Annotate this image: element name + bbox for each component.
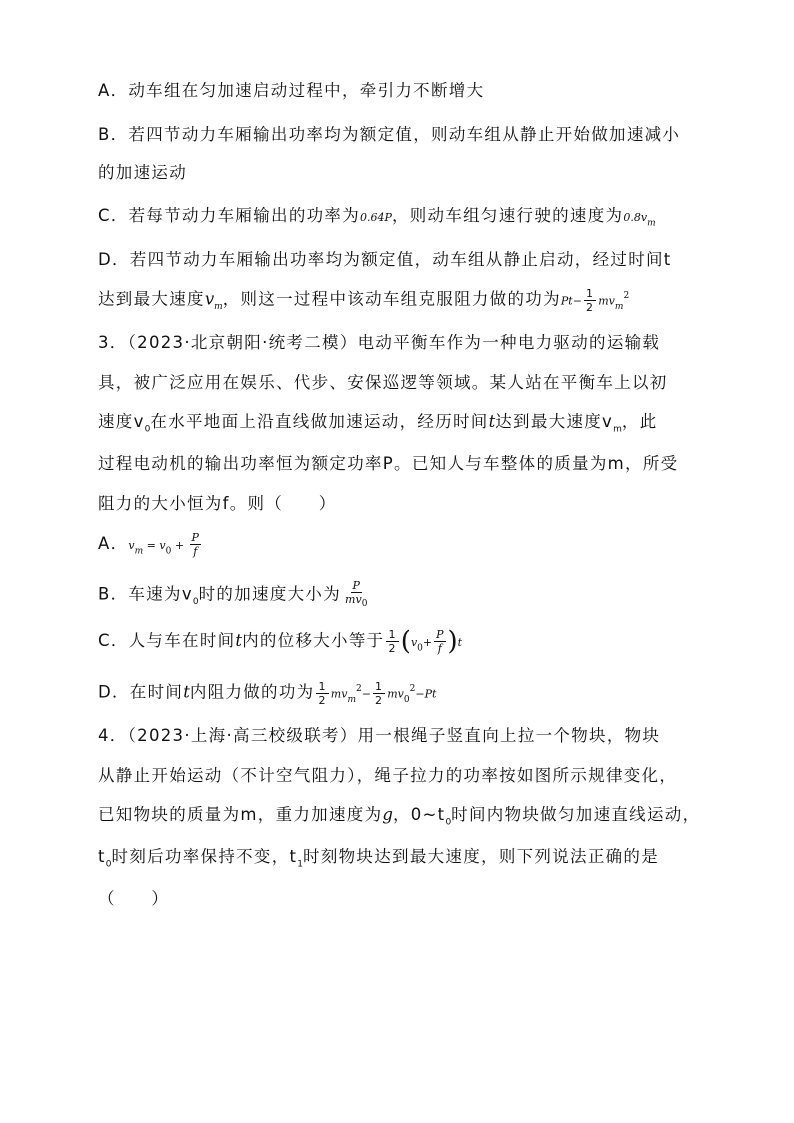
q2-option-b-line2: 的加速运动 (98, 163, 187, 182)
q3-option-c: C．人与车在时间t内的位移大小等于 $\frac{1}{2}$ ($v_0+$ $\frac{P}{f}$ )t (98, 626, 463, 657)
q2-option-a: A．动车组在匀加速启动过程中，牵引力不断增大 (98, 81, 485, 100)
q2-option-d-line1: D．若四节动力车厢输出功率均为额定值，动车组从静止启动，经过时间t (98, 250, 672, 269)
q2-d-mid: ，则这一过程中该动车组克服阻力做的功为 (222, 289, 561, 309)
q2-option-d-line2: 达到最大速度$v_m$，则这一过程中该动车组克服阻力做的功为Pt− $\frac{1}{2}$ $mv_m^2$ (98, 286, 630, 314)
q3-line4: 过程电动机的输出功率恒为额定功率P。已知人与车整体的质量为m，所受 (98, 454, 679, 473)
q2-option-b-line1: B．若四节动力车厢输出功率均为额定值，则动车组从静止开始做加速减小 (98, 125, 681, 144)
q3-l3d: ，此 (621, 412, 658, 431)
q2-c-mid: ，则动车组匀速行驶的速度为 (391, 206, 624, 225)
q3-l3b: 在水平地面上沿直线做加速运动，经历时间 (150, 412, 489, 431)
q4-header: 4．（2023·上海·高三校级联考）用一根绳子竖直向上拉一个物块，物块 (98, 726, 661, 745)
q3-option-a: A．$v_m = v_0$ + $\frac{P}{f}$ (98, 531, 199, 558)
q3-line5: 阻力的大小恒为f。则（ ） (98, 494, 337, 513)
q3-line2: 具，被广泛应用在娱乐、代步、安保巡逻等领域。某人站在平衡车上以初 (98, 373, 668, 392)
q4-line3: 已知物块的质量为m，重力加速度为g，$0\sim t_0$时间内物块做匀加速直线运动， (98, 805, 701, 828)
q3-header: 3．（2023·北京朝阳·统考二模）电动平衡车作为一种电力驱动的运输载 (98, 333, 661, 352)
q3-l3c: 达到最大速度v (495, 412, 614, 431)
q3-line3: 速度$v_0$在水平地面上沿直线做加速运动，经历时间t达到最大速度$v_m$，此 (98, 412, 658, 435)
q2-d-prefix: 达到最大速度 (98, 289, 205, 309)
q3-option-d: D．在时间t内阻力做的功为 $\frac{1}{2}$ $mv_m^2-$ $\frac{1}{2}$ $mv_0^2-Pt$ (98, 679, 437, 707)
q3-option-b: B．车速为$v_0$时的加速度大小为 $\frac{P}{mv_0}$ (98, 579, 368, 610)
q2-c-value-speed: 0.8v (623, 211, 648, 224)
q2-c-prefix: C．若每节动力车厢输出的功率为 (98, 206, 361, 225)
q2-option-c: C．若每节动力车厢输出的功率为0.64P，则动车组匀速行驶的速度为$0.8v_m$ (98, 206, 656, 229)
q2-c-value-power: 0.64P (360, 211, 392, 224)
q3-l3a: 速度v (98, 412, 145, 431)
q4-line2: 从静止开始运动（不计空气阻力），绳子拉力的功率按如图所示规律变化， (98, 766, 678, 785)
q4-line4: $t_0$时刻后功率保持不变，$t_1$时刻物块达到最大速度，则下列说法正确的是 (98, 847, 660, 870)
q4-line5: （ ） (98, 889, 170, 908)
